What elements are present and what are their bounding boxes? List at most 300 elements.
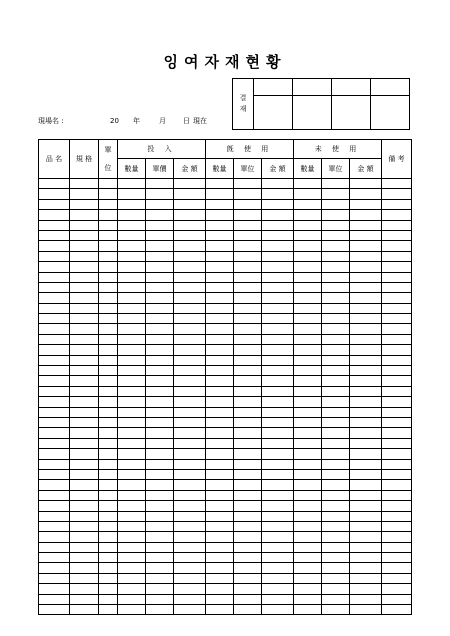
table-cell[interactable] [118, 480, 146, 490]
table-cell[interactable] [234, 220, 262, 230]
table-cell[interactable] [234, 262, 262, 272]
table-cell[interactable] [262, 563, 294, 573]
table-cell[interactable] [174, 542, 206, 552]
table-cell[interactable] [382, 334, 412, 344]
table-cell[interactable] [206, 428, 234, 438]
table-cell[interactable] [382, 584, 412, 594]
table-cell[interactable] [70, 179, 99, 189]
table-cell[interactable] [262, 490, 294, 500]
table-cell[interactable] [39, 324, 70, 334]
table-cell[interactable] [234, 366, 262, 376]
table-cell[interactable] [294, 324, 322, 334]
table-cell[interactable] [174, 272, 206, 282]
table-cell[interactable] [294, 449, 322, 459]
table-cell[interactable] [118, 230, 146, 240]
table-cell[interactable] [118, 199, 146, 209]
table-cell[interactable] [70, 532, 99, 542]
table-cell[interactable] [294, 366, 322, 376]
table-cell[interactable] [350, 573, 382, 583]
table-cell[interactable] [70, 501, 99, 511]
table-cell[interactable] [350, 605, 382, 615]
table-cell[interactable] [70, 324, 99, 334]
table-cell[interactable] [322, 573, 350, 583]
table-cell[interactable] [146, 480, 174, 490]
table-cell[interactable] [70, 605, 99, 615]
table-cell[interactable] [322, 324, 350, 334]
table-cell[interactable] [382, 532, 412, 542]
table-cell[interactable] [99, 428, 118, 438]
table-cell[interactable] [350, 345, 382, 355]
table-cell[interactable] [294, 553, 322, 563]
table-cell[interactable] [70, 282, 99, 292]
table-cell[interactable] [39, 220, 70, 230]
table-cell[interactable] [294, 376, 322, 386]
table-cell[interactable] [70, 469, 99, 479]
table-cell[interactable] [234, 553, 262, 563]
table-cell[interactable] [262, 334, 294, 344]
table-cell[interactable] [322, 417, 350, 427]
table-cell[interactable] [234, 293, 262, 303]
table-cell[interactable] [350, 428, 382, 438]
table-cell[interactable] [262, 210, 294, 220]
table-cell[interactable] [206, 334, 234, 344]
table-cell[interactable] [146, 501, 174, 511]
table-cell[interactable] [294, 230, 322, 240]
table-cell[interactable] [294, 428, 322, 438]
table-cell[interactable] [39, 490, 70, 500]
table-cell[interactable] [118, 272, 146, 282]
table-cell[interactable] [146, 220, 174, 230]
table-cell[interactable] [39, 241, 70, 251]
table-cell[interactable] [146, 584, 174, 594]
table-cell[interactable] [146, 521, 174, 531]
table-cell[interactable] [70, 584, 99, 594]
table-cell[interactable] [294, 241, 322, 251]
table-cell[interactable] [174, 573, 206, 583]
table-cell[interactable] [39, 397, 70, 407]
table-cell[interactable] [118, 397, 146, 407]
table-cell[interactable] [234, 594, 262, 604]
table-cell[interactable] [118, 459, 146, 469]
table-cell[interactable] [322, 532, 350, 542]
table-cell[interactable] [382, 293, 412, 303]
table-cell[interactable] [118, 573, 146, 583]
table-cell[interactable] [99, 241, 118, 251]
table-cell[interactable] [174, 345, 206, 355]
table-cell[interactable] [146, 282, 174, 292]
table-cell[interactable] [174, 324, 206, 334]
table-cell[interactable] [294, 573, 322, 583]
table-cell[interactable] [39, 355, 70, 365]
table-cell[interactable] [39, 573, 70, 583]
table-cell[interactable] [118, 511, 146, 521]
table-cell[interactable] [382, 179, 412, 189]
table-cell[interactable] [322, 397, 350, 407]
table-cell[interactable] [350, 251, 382, 261]
table-cell[interactable] [174, 210, 206, 220]
table-cell[interactable] [70, 407, 99, 417]
table-cell[interactable] [234, 438, 262, 448]
table-cell[interactable] [262, 521, 294, 531]
table-cell[interactable] [39, 469, 70, 479]
table-cell[interactable] [206, 542, 234, 552]
table-cell[interactable] [234, 199, 262, 209]
table-cell[interactable] [146, 303, 174, 313]
table-cell[interactable] [118, 542, 146, 552]
table-cell[interactable] [234, 376, 262, 386]
table-cell[interactable] [262, 417, 294, 427]
table-cell[interactable] [99, 220, 118, 230]
table-cell[interactable] [206, 355, 234, 365]
table-cell[interactable] [146, 272, 174, 282]
table-cell[interactable] [146, 417, 174, 427]
table-cell[interactable] [294, 220, 322, 230]
table-cell[interactable] [382, 241, 412, 251]
table-cell[interactable] [382, 376, 412, 386]
table-cell[interactable] [118, 469, 146, 479]
table-cell[interactable] [262, 189, 294, 199]
table-cell[interactable] [70, 251, 99, 261]
table-cell[interactable] [70, 334, 99, 344]
table-cell[interactable] [322, 282, 350, 292]
table-cell[interactable] [70, 345, 99, 355]
table-cell[interactable] [174, 386, 206, 396]
table-cell[interactable] [234, 407, 262, 417]
table-cell[interactable] [146, 199, 174, 209]
table-cell[interactable] [350, 417, 382, 427]
table-cell[interactable] [294, 189, 322, 199]
table-cell[interactable] [322, 355, 350, 365]
table-cell[interactable] [70, 262, 99, 272]
table-cell[interactable] [322, 449, 350, 459]
table-cell[interactable] [174, 334, 206, 344]
table-cell[interactable] [294, 480, 322, 490]
approval-header-cell[interactable] [332, 79, 371, 96]
table-cell[interactable] [174, 428, 206, 438]
table-cell[interactable] [350, 282, 382, 292]
table-cell[interactable] [99, 417, 118, 427]
table-cell[interactable] [350, 594, 382, 604]
table-cell[interactable] [382, 324, 412, 334]
table-cell[interactable] [174, 189, 206, 199]
table-cell[interactable] [206, 262, 234, 272]
table-cell[interactable] [234, 251, 262, 261]
table-cell[interactable] [206, 230, 234, 240]
table-cell[interactable] [39, 553, 70, 563]
table-cell[interactable] [206, 532, 234, 542]
table-cell[interactable] [206, 407, 234, 417]
table-cell[interactable] [382, 553, 412, 563]
table-cell[interactable] [234, 324, 262, 334]
table-cell[interactable] [234, 282, 262, 292]
approval-header-cell[interactable] [254, 79, 293, 96]
table-cell[interactable] [234, 241, 262, 251]
table-cell[interactable] [234, 563, 262, 573]
table-cell[interactable] [262, 573, 294, 583]
table-cell[interactable] [262, 553, 294, 563]
table-cell[interactable] [262, 542, 294, 552]
table-cell[interactable] [206, 303, 234, 313]
table-cell[interactable] [39, 521, 70, 531]
table-cell[interactable] [39, 293, 70, 303]
table-cell[interactable] [294, 303, 322, 313]
table-cell[interactable] [99, 449, 118, 459]
table-cell[interactable] [39, 449, 70, 459]
table-cell[interactable] [350, 272, 382, 282]
table-cell[interactable] [39, 605, 70, 615]
table-cell[interactable] [146, 553, 174, 563]
table-cell[interactable] [99, 563, 118, 573]
table-cell[interactable] [350, 532, 382, 542]
table-cell[interactable] [99, 230, 118, 240]
table-cell[interactable] [294, 251, 322, 261]
table-cell[interactable] [70, 210, 99, 220]
table-cell[interactable] [70, 366, 99, 376]
table-cell[interactable] [146, 366, 174, 376]
table-cell[interactable] [262, 386, 294, 396]
table-cell[interactable] [70, 594, 99, 604]
table-cell[interactable] [206, 573, 234, 583]
table-cell[interactable] [99, 199, 118, 209]
table-cell[interactable] [350, 501, 382, 511]
table-cell[interactable] [322, 542, 350, 552]
table-cell[interactable] [234, 189, 262, 199]
table-cell[interactable] [322, 199, 350, 209]
table-cell[interactable] [174, 179, 206, 189]
table-cell[interactable] [322, 407, 350, 417]
table-cell[interactable] [146, 230, 174, 240]
table-cell[interactable] [146, 314, 174, 324]
table-cell[interactable] [174, 355, 206, 365]
table-cell[interactable] [206, 449, 234, 459]
table-cell[interactable] [118, 241, 146, 251]
table-cell[interactable] [99, 262, 118, 272]
table-cell[interactable] [146, 324, 174, 334]
table-cell[interactable] [234, 417, 262, 427]
table-cell[interactable] [322, 511, 350, 521]
table-cell[interactable] [174, 397, 206, 407]
table-cell[interactable] [322, 220, 350, 230]
table-cell[interactable] [382, 220, 412, 230]
table-cell[interactable] [118, 220, 146, 230]
table-cell[interactable] [382, 428, 412, 438]
table-cell[interactable] [234, 542, 262, 552]
table-cell[interactable] [322, 469, 350, 479]
table-cell[interactable] [322, 210, 350, 220]
table-cell[interactable] [99, 282, 118, 292]
table-cell[interactable] [350, 293, 382, 303]
table-cell[interactable] [118, 334, 146, 344]
table-cell[interactable] [262, 480, 294, 490]
table-cell[interactable] [118, 251, 146, 261]
table-cell[interactable] [99, 189, 118, 199]
table-cell[interactable] [70, 303, 99, 313]
table-cell[interactable] [234, 490, 262, 500]
table-cell[interactable] [350, 334, 382, 344]
table-cell[interactable] [382, 386, 412, 396]
table-cell[interactable] [322, 303, 350, 313]
table-cell[interactable] [99, 532, 118, 542]
approval-header-cell[interactable] [371, 79, 410, 96]
table-cell[interactable] [262, 438, 294, 448]
table-cell[interactable] [118, 553, 146, 563]
table-cell[interactable] [146, 449, 174, 459]
table-cell[interactable] [99, 511, 118, 521]
table-cell[interactable] [322, 428, 350, 438]
table-cell[interactable] [350, 407, 382, 417]
table-cell[interactable] [146, 355, 174, 365]
table-cell[interactable] [39, 179, 70, 189]
table-cell[interactable] [174, 532, 206, 542]
table-cell[interactable] [262, 397, 294, 407]
table-cell[interactable] [234, 469, 262, 479]
table-cell[interactable] [99, 553, 118, 563]
table-cell[interactable] [294, 272, 322, 282]
table-cell[interactable] [70, 417, 99, 427]
table-cell[interactable] [322, 584, 350, 594]
table-cell[interactable] [294, 490, 322, 500]
table-cell[interactable] [70, 386, 99, 396]
table-cell[interactable] [262, 303, 294, 313]
table-cell[interactable] [294, 532, 322, 542]
table-cell[interactable] [99, 480, 118, 490]
table-cell[interactable] [174, 314, 206, 324]
approval-sign-cell[interactable] [332, 96, 371, 130]
table-cell[interactable] [234, 272, 262, 282]
table-cell[interactable] [294, 293, 322, 303]
table-cell[interactable] [39, 189, 70, 199]
table-cell[interactable] [322, 262, 350, 272]
table-cell[interactable] [118, 376, 146, 386]
table-cell[interactable] [146, 210, 174, 220]
table-cell[interactable] [262, 594, 294, 604]
table-cell[interactable] [174, 220, 206, 230]
table-cell[interactable] [294, 563, 322, 573]
table-cell[interactable] [70, 355, 99, 365]
table-cell[interactable] [262, 324, 294, 334]
table-cell[interactable] [99, 407, 118, 417]
table-cell[interactable] [294, 521, 322, 531]
table-cell[interactable] [118, 438, 146, 448]
table-cell[interactable] [322, 459, 350, 469]
table-cell[interactable] [174, 417, 206, 427]
table-cell[interactable] [174, 438, 206, 448]
table-cell[interactable] [322, 251, 350, 261]
table-cell[interactable] [262, 532, 294, 542]
table-cell[interactable] [99, 459, 118, 469]
table-cell[interactable] [234, 511, 262, 521]
table-cell[interactable] [294, 262, 322, 272]
table-cell[interactable] [350, 584, 382, 594]
table-cell[interactable] [70, 553, 99, 563]
table-cell[interactable] [146, 334, 174, 344]
table-cell[interactable] [39, 584, 70, 594]
table-cell[interactable] [118, 189, 146, 199]
table-cell[interactable] [350, 262, 382, 272]
table-cell[interactable] [294, 438, 322, 448]
table-cell[interactable] [322, 334, 350, 344]
table-cell[interactable] [234, 334, 262, 344]
approval-header-cell[interactable] [293, 79, 332, 96]
table-cell[interactable] [234, 480, 262, 490]
table-cell[interactable] [234, 355, 262, 365]
table-cell[interactable] [294, 386, 322, 396]
table-cell[interactable] [382, 542, 412, 552]
table-cell[interactable] [70, 428, 99, 438]
table-cell[interactable] [322, 605, 350, 615]
table-cell[interactable] [174, 490, 206, 500]
table-cell[interactable] [206, 386, 234, 396]
table-cell[interactable] [118, 293, 146, 303]
table-cell[interactable] [99, 272, 118, 282]
table-cell[interactable] [99, 501, 118, 511]
table-cell[interactable] [234, 449, 262, 459]
table-cell[interactable] [174, 469, 206, 479]
table-cell[interactable] [322, 386, 350, 396]
table-cell[interactable] [39, 480, 70, 490]
table-cell[interactable] [206, 605, 234, 615]
table-cell[interactable] [70, 199, 99, 209]
table-cell[interactable] [118, 262, 146, 272]
table-cell[interactable] [70, 449, 99, 459]
table-cell[interactable] [99, 397, 118, 407]
table-cell[interactable] [99, 469, 118, 479]
table-cell[interactable] [322, 241, 350, 251]
table-cell[interactable] [262, 449, 294, 459]
table-cell[interactable] [206, 199, 234, 209]
table-cell[interactable] [118, 417, 146, 427]
table-cell[interactable] [39, 386, 70, 396]
table-cell[interactable] [350, 314, 382, 324]
table-cell[interactable] [206, 594, 234, 604]
table-cell[interactable] [206, 314, 234, 324]
table-cell[interactable] [174, 584, 206, 594]
table-cell[interactable] [174, 262, 206, 272]
table-cell[interactable] [322, 490, 350, 500]
table-cell[interactable] [322, 314, 350, 324]
table-cell[interactable] [206, 511, 234, 521]
table-cell[interactable] [174, 511, 206, 521]
table-cell[interactable] [262, 469, 294, 479]
table-cell[interactable] [174, 501, 206, 511]
table-cell[interactable] [206, 438, 234, 448]
table-cell[interactable] [262, 220, 294, 230]
table-cell[interactable] [206, 459, 234, 469]
table-cell[interactable] [262, 293, 294, 303]
table-cell[interactable] [146, 563, 174, 573]
table-cell[interactable] [118, 521, 146, 531]
table-cell[interactable] [146, 189, 174, 199]
table-cell[interactable] [174, 251, 206, 261]
table-cell[interactable] [206, 220, 234, 230]
table-cell[interactable] [39, 199, 70, 209]
table-cell[interactable] [382, 314, 412, 324]
table-cell[interactable] [99, 438, 118, 448]
table-cell[interactable] [99, 490, 118, 500]
table-cell[interactable] [118, 407, 146, 417]
table-cell[interactable] [118, 490, 146, 500]
table-cell[interactable] [322, 521, 350, 531]
table-cell[interactable] [382, 490, 412, 500]
table-cell[interactable] [206, 553, 234, 563]
table-cell[interactable] [350, 179, 382, 189]
table-cell[interactable] [234, 459, 262, 469]
table-cell[interactable] [146, 605, 174, 615]
table-cell[interactable] [146, 573, 174, 583]
table-cell[interactable] [118, 501, 146, 511]
table-cell[interactable] [146, 386, 174, 396]
table-cell[interactable] [174, 241, 206, 251]
